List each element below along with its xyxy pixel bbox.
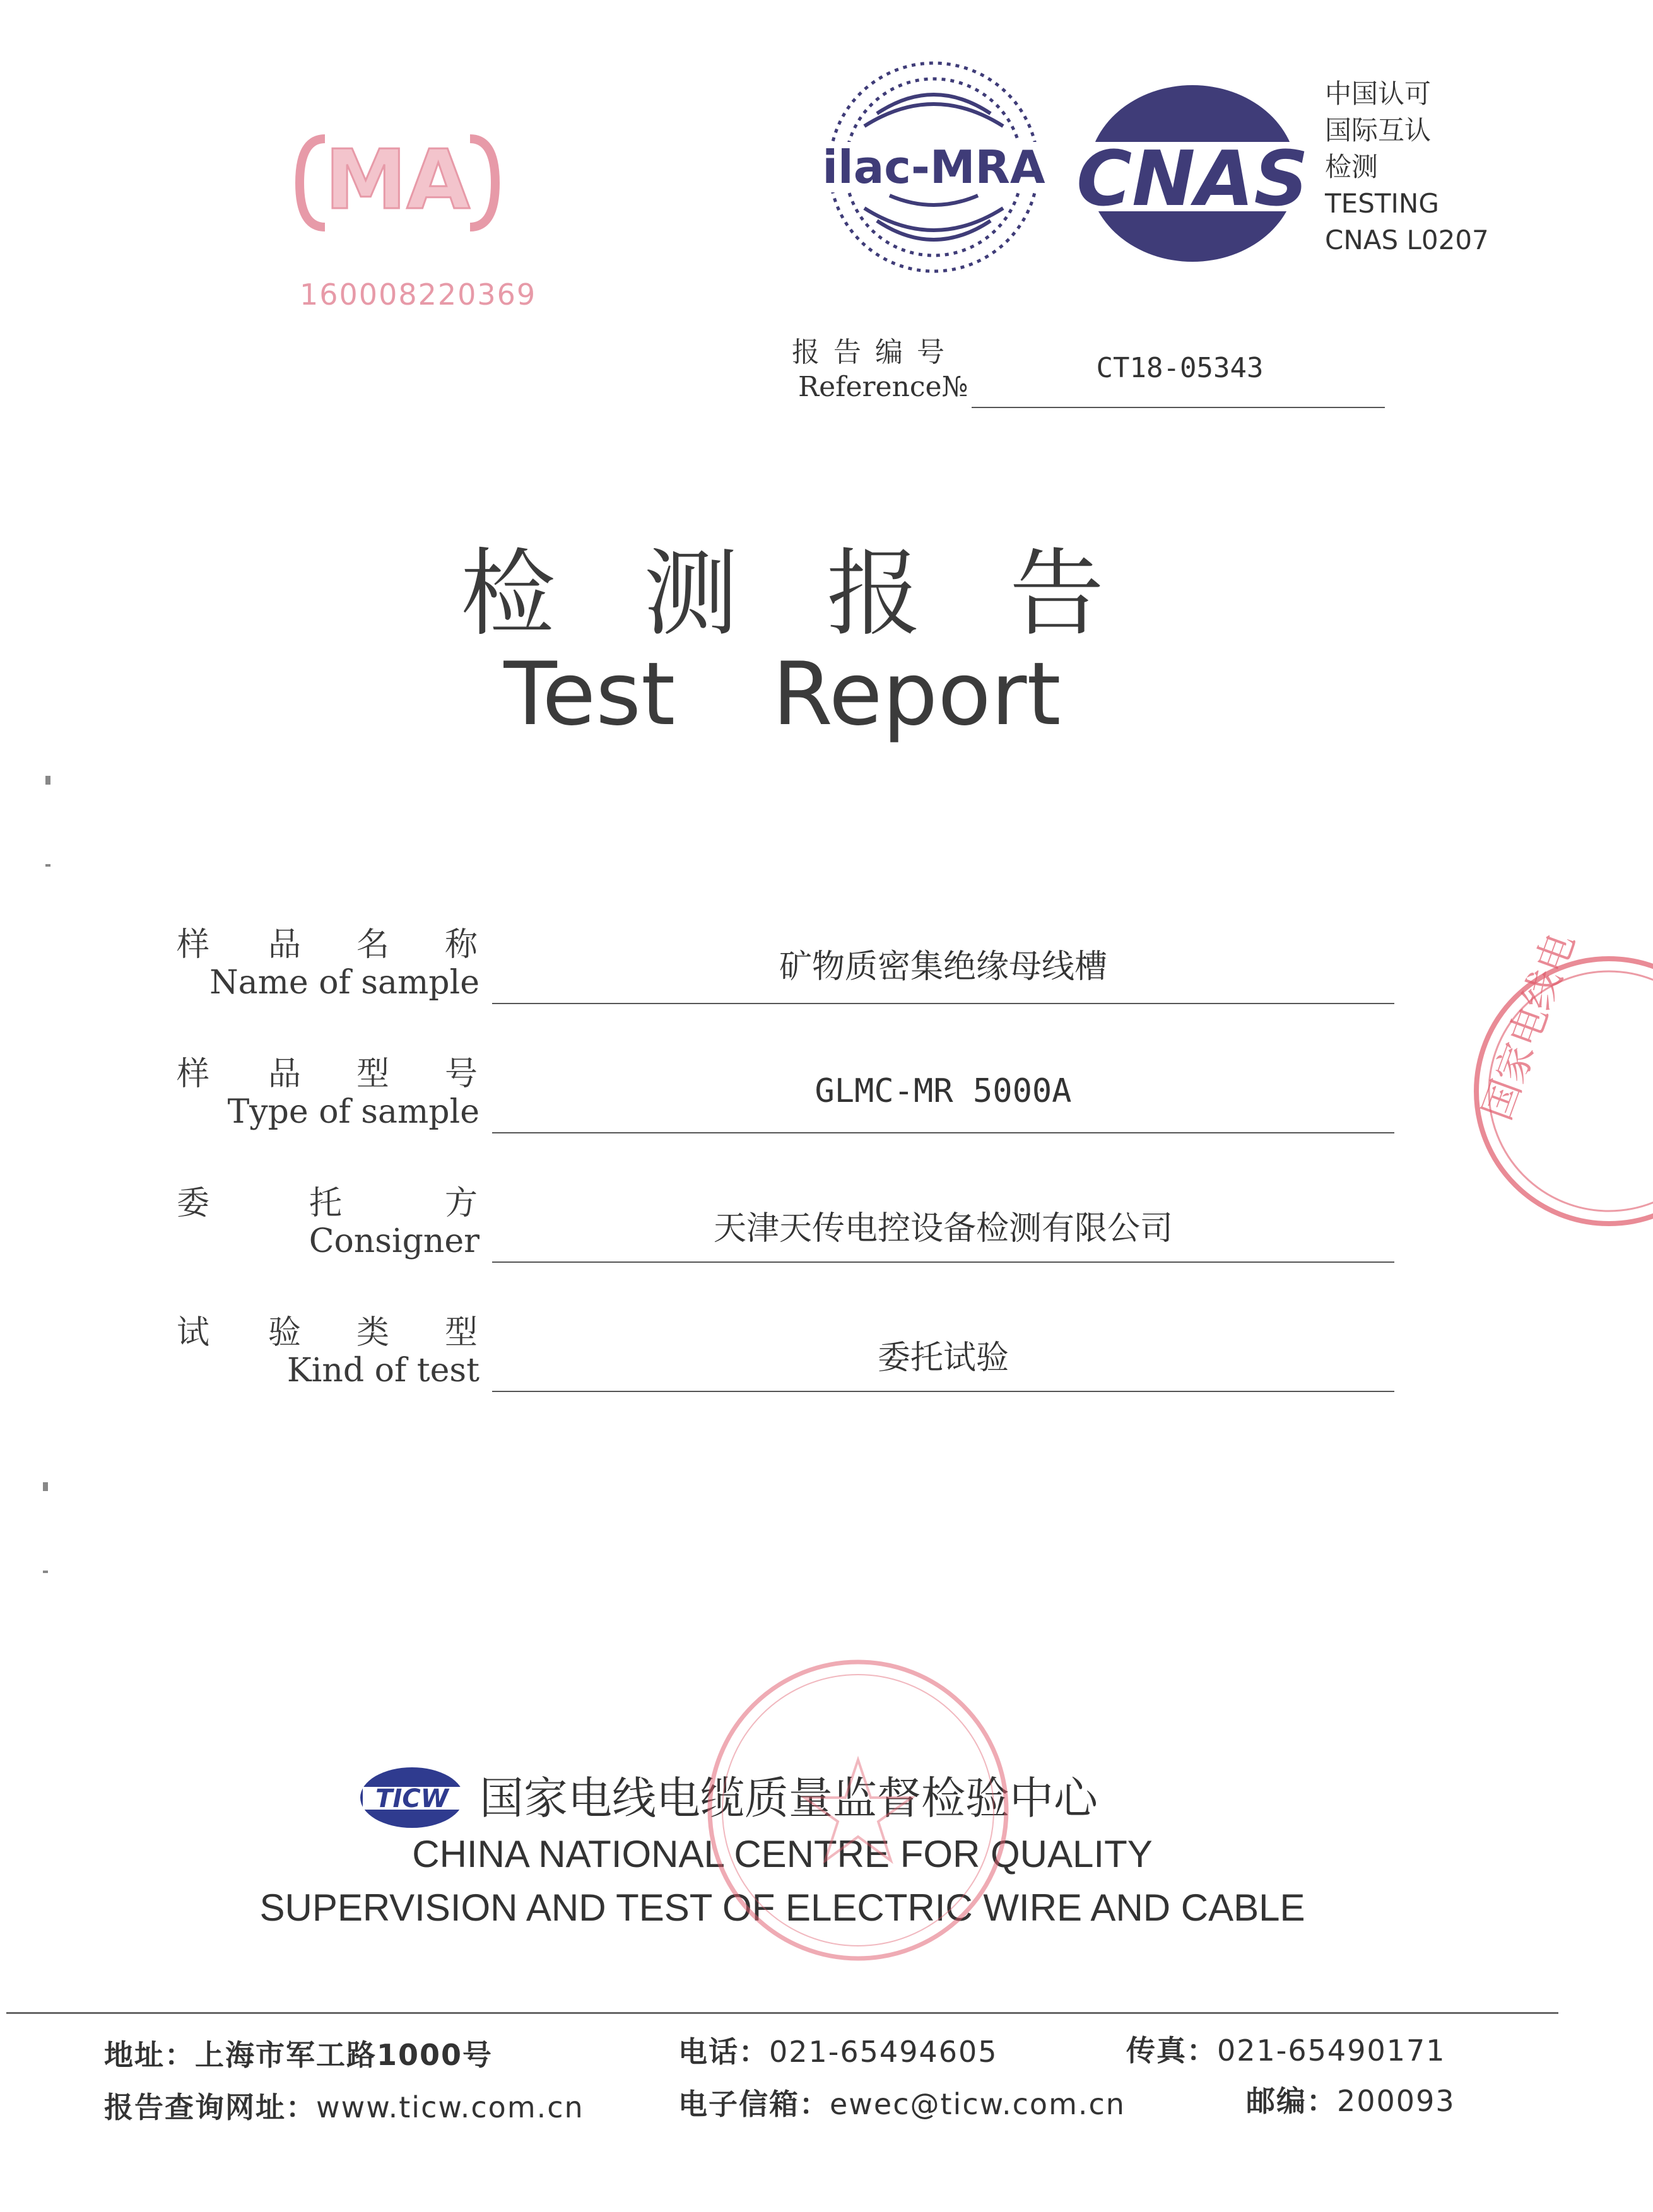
field-label-en-consigner: Consigner	[309, 1222, 479, 1260]
partial-red-seal	[1464, 926, 1653, 1236]
organization-name-en-line2: SUPERVISION AND TEST OF ELECTRIC WIRE AND CABLE	[259, 1887, 1305, 1929]
svg-text:TICW: TICW	[375, 1784, 449, 1813]
scan-mark	[43, 1571, 48, 1573]
address-value: 上海市军工路1000号	[195, 2038, 493, 2072]
field-label-en-type: Type of sample	[227, 1093, 479, 1131]
email-label: 电子信箱：	[678, 2087, 830, 2121]
footer-website	[104, 2085, 584, 2126]
footer-fax	[1126, 2028, 1446, 2069]
website-label: 报告查询网址：	[104, 2090, 316, 2124]
organization-name-cn: 国家电线电缆质量监督检验中心	[479, 1772, 1098, 1824]
address-label: 地址：	[104, 2038, 195, 2072]
svg-text:国家电线电: 国家电线电	[1473, 926, 1584, 1126]
field-label-en-kind: Kind of test	[286, 1352, 479, 1390]
reference-number: CT18-05343	[1096, 352, 1264, 384]
field-label-cn-consigner	[177, 1176, 479, 1220]
postcode-value: 200093	[1337, 2084, 1456, 2118]
ticw-logo	[356, 1763, 467, 1832]
cma-stamp-logo	[287, 120, 508, 246]
field-label-cn-name	[177, 918, 479, 962]
phone-label: 电话：	[678, 2035, 769, 2069]
cnas-line: CNAS L0207	[1325, 225, 1489, 255]
report-title-cn: 检测报告	[460, 539, 1192, 649]
fax-label: 传真：	[1126, 2034, 1217, 2068]
field-underline	[492, 1261, 1394, 1263]
cnas-accreditation-text	[1325, 76, 1489, 259]
field-value-sample-type: GLMC-MR 5000A	[815, 1072, 1072, 1110]
label-char: 样	[177, 1055, 210, 1093]
cnas-line: 国际互认	[1325, 115, 1432, 146]
field-value-sample-name: 矿物质密集绝缘母线槽	[779, 948, 1107, 986]
field-label-en-name: Name of sample	[209, 964, 479, 1002]
cma-number: 160008220369	[300, 278, 537, 312]
cnas-line: 检测	[1325, 151, 1379, 182]
label-char: 名	[356, 926, 390, 964]
label-char: 方	[445, 1185, 478, 1222]
postcode-label: 邮编：	[1246, 2084, 1337, 2118]
website-value: www.ticw.com.cn	[316, 2090, 584, 2124]
scan-mark	[45, 864, 50, 867]
footer-postcode	[1246, 2078, 1456, 2120]
label-char: 类	[356, 1314, 390, 1352]
field-underline	[492, 1391, 1394, 1392]
ilac-mra-logo	[820, 57, 1047, 278]
cnas-line: 中国认可	[1325, 78, 1432, 109]
footer-phone	[678, 2029, 998, 2071]
field-underline	[492, 1132, 1394, 1133]
footer-address	[104, 2032, 493, 2074]
footer-email	[678, 2081, 1126, 2123]
svg-text:MA: MA	[325, 132, 470, 228]
reference-label-cn: 报告编号	[792, 336, 958, 368]
reference-underline	[972, 407, 1385, 408]
label-char: 验	[268, 1314, 302, 1352]
label-char: 品	[268, 926, 302, 964]
svg-text:ilac-MRA: ilac-MRA	[822, 141, 1045, 194]
label-char: 品	[268, 1055, 302, 1093]
label-char: 试	[177, 1314, 210, 1352]
center-red-seal	[700, 1653, 1016, 1968]
field-label-cn-kind	[177, 1306, 479, 1350]
label-char: 型	[356, 1055, 390, 1093]
scan-mark	[45, 776, 50, 785]
label-char: 型	[445, 1314, 478, 1352]
report-title-en: Test Report	[503, 643, 1061, 745]
label-char: 称	[445, 926, 478, 964]
phone-value: 021-65494605	[769, 2035, 998, 2069]
reference-label-en: Reference№	[798, 371, 968, 403]
fax-value: 021-65490171	[1217, 2034, 1446, 2068]
svg-text:CNAS: CNAS	[1076, 136, 1309, 223]
label-char: 委	[177, 1185, 210, 1222]
label-char: 号	[445, 1055, 478, 1093]
footer-divider	[6, 2012, 1558, 2014]
field-value-kind-of-test: 委托试验	[877, 1339, 1009, 1377]
field-label-cn-type	[177, 1047, 479, 1091]
label-char: 托	[309, 1185, 343, 1222]
scan-mark	[43, 1482, 48, 1491]
organization-name-en-line1: CHINA NATIONAL CENTRE FOR QUALITY	[412, 1833, 1153, 1875]
cnas-logo	[1069, 79, 1315, 268]
cnas-line: TESTING	[1325, 188, 1439, 219]
label-char: 样	[177, 926, 210, 964]
field-underline	[492, 1003, 1394, 1004]
field-value-consigner: 天津天传电控设备检测有限公司	[713, 1210, 1173, 1248]
email-value: ewec@ticw.com.cn	[830, 2087, 1126, 2121]
